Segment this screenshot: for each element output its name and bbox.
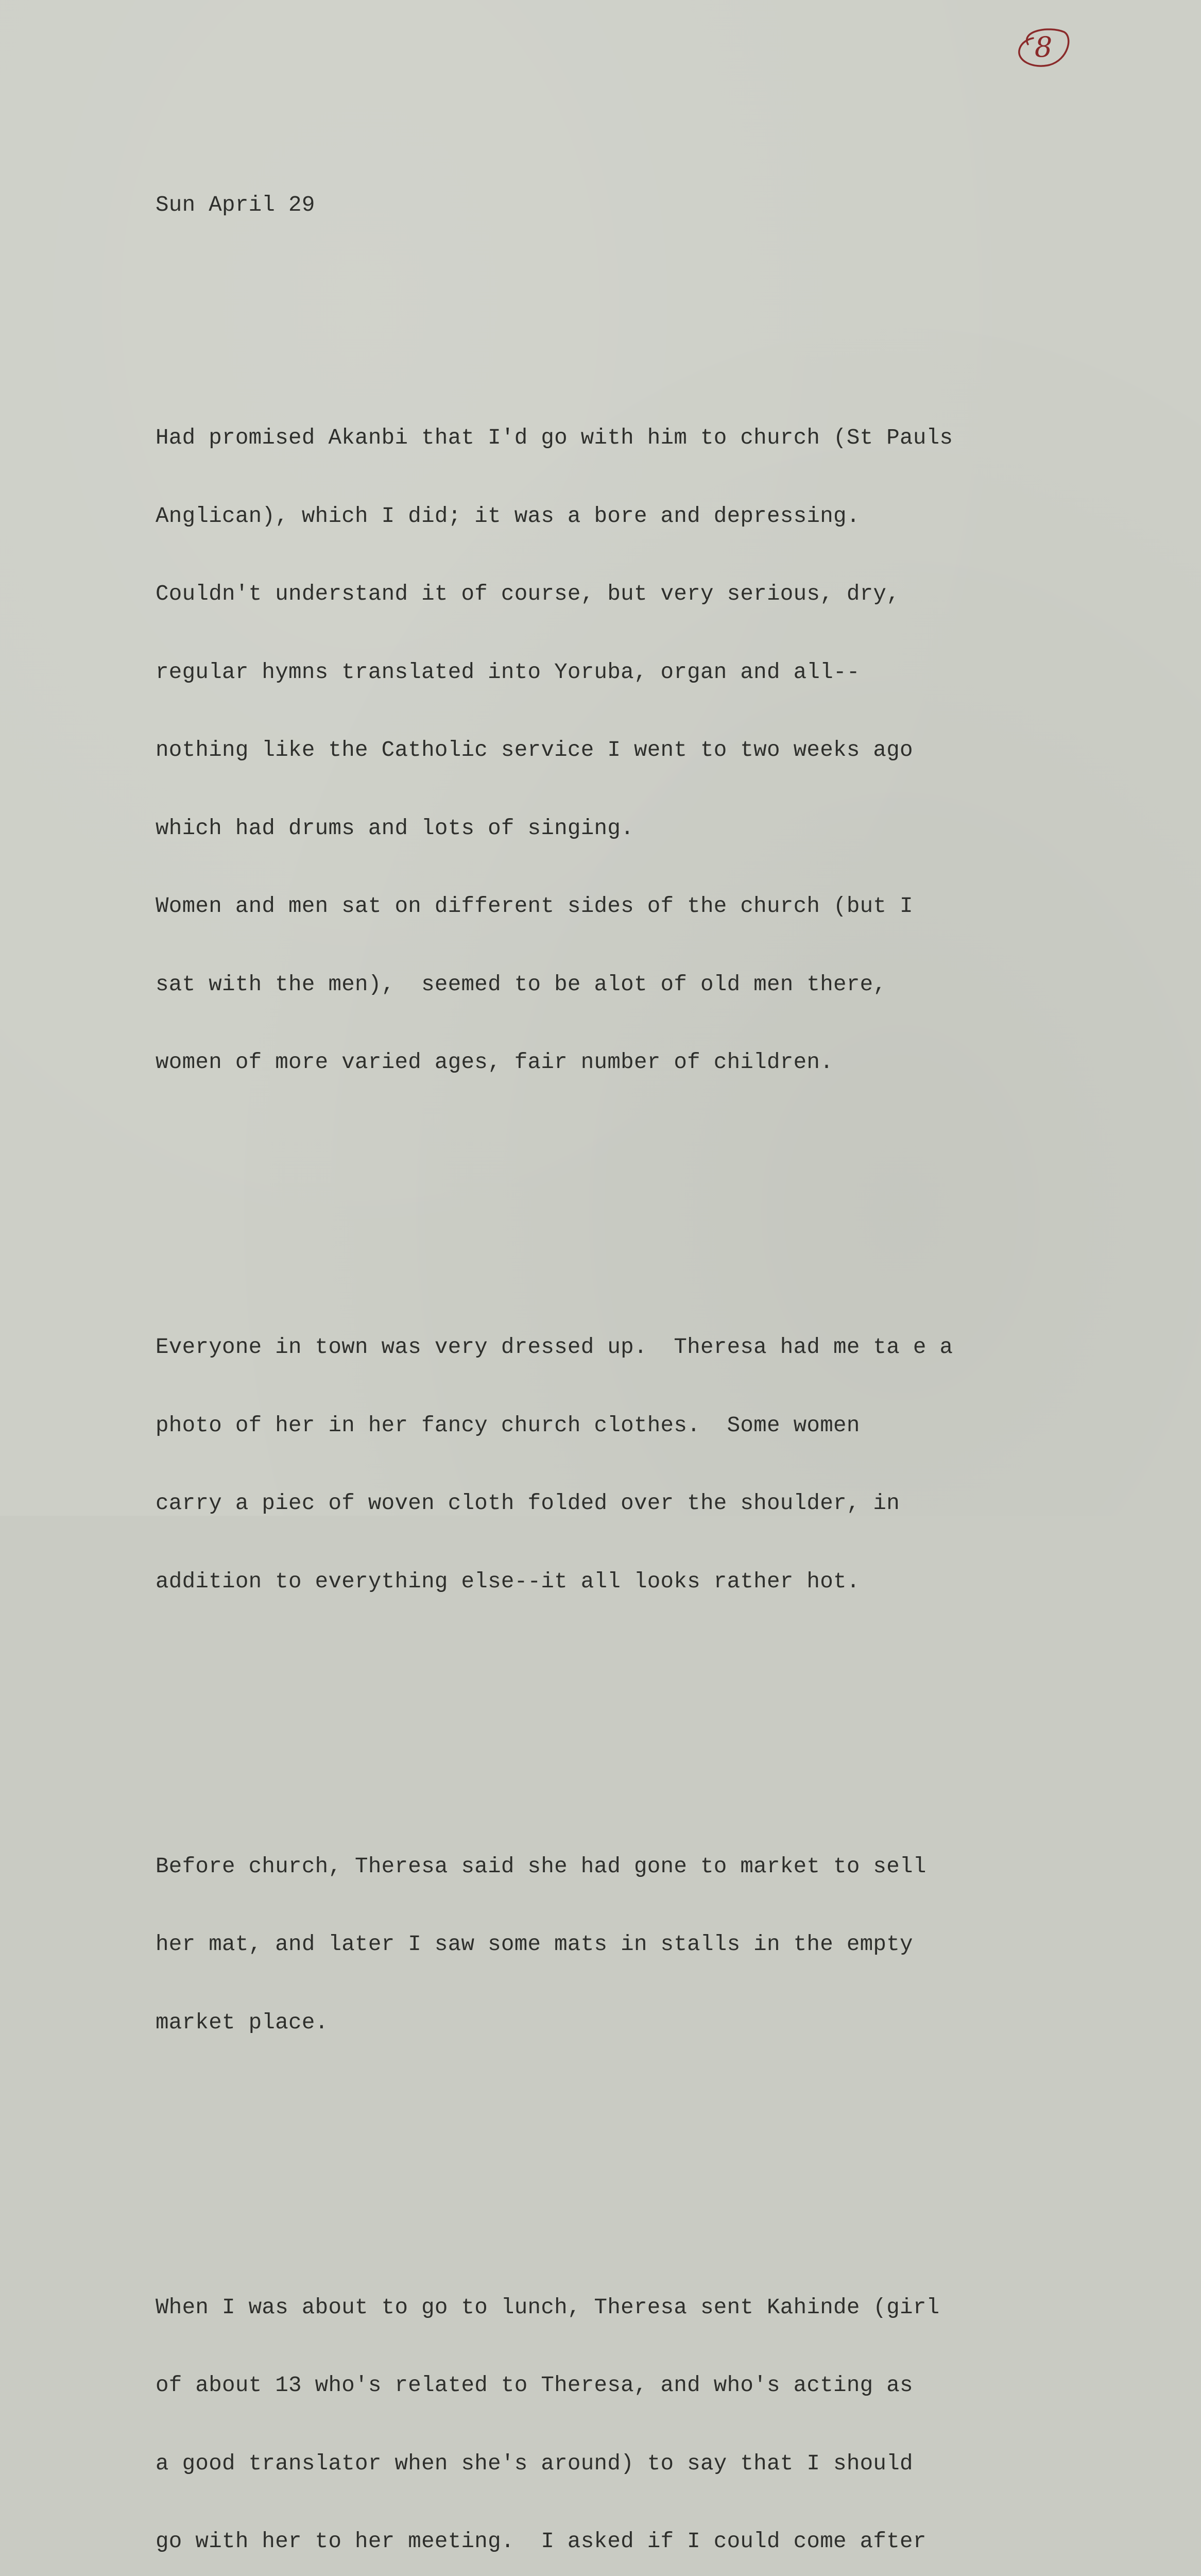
text-line: her mat, and later I saw some mats in stalls in the empty xyxy=(156,1931,1103,1958)
page-number-annotation xyxy=(1013,24,1073,69)
text-line: photo of her in her fancy church clothes. Some women xyxy=(156,1413,1103,1439)
text-line: sat with the men), seemed to be alot of old men there, xyxy=(156,972,1103,998)
page-number-text: 8 xyxy=(1035,31,1052,63)
text-line: When I was about to go to lunch, Theresa sent Kahinde (girl xyxy=(156,2295,1103,2321)
paragraph-3 xyxy=(156,1802,1103,2088)
text-line: of about 13 who's related to Theresa, and who's acting as xyxy=(156,2372,1103,2399)
date-heading: Sun April 29 xyxy=(156,192,1103,218)
text-line: Before church, Theresa said she had gone to market to sell xyxy=(156,1854,1103,1880)
text-line: Had promised Akanbi that I'd go with him to church (St Pauls xyxy=(156,425,1103,451)
text-line: which had drums and lots of singing. xyxy=(156,816,1103,842)
paragraph-2 xyxy=(156,1282,1103,1647)
circled-page-number-icon xyxy=(1013,24,1073,69)
text-line: carry a piec of woven cloth folded over the shoulder, in xyxy=(156,1490,1103,1517)
paragraph-1 xyxy=(156,373,1103,1128)
letter-body xyxy=(156,140,1103,2576)
text-line: regular hymns translated into Yoruba, organ and all-- xyxy=(156,659,1103,686)
text-line: nothing like the Catholic service I went to two weeks ago xyxy=(156,737,1103,764)
text-line: Couldn't understand it of course, but very serious, dry, xyxy=(156,581,1103,607)
text-line: go with her to her meeting. I asked if I could come after xyxy=(156,2529,1103,2555)
text-line: Everyone in town was very dressed up. Theresa had me ta e a xyxy=(156,1334,1103,1361)
text-line: market place. xyxy=(156,2010,1103,2036)
text-line: a good translator when she's around) to say that I should xyxy=(156,2451,1103,2477)
text-line: women of more varied ages, fair number of children. xyxy=(156,1049,1103,1076)
text-line: addition to everything else--it all looks rather hot. xyxy=(156,1569,1103,1595)
text-line: Women and men sat on different sides of the church (but I xyxy=(156,893,1103,920)
text-line: Anglican), which I did; it was a bore and depressing. xyxy=(156,503,1103,530)
paragraph-4 xyxy=(156,2243,1103,2576)
